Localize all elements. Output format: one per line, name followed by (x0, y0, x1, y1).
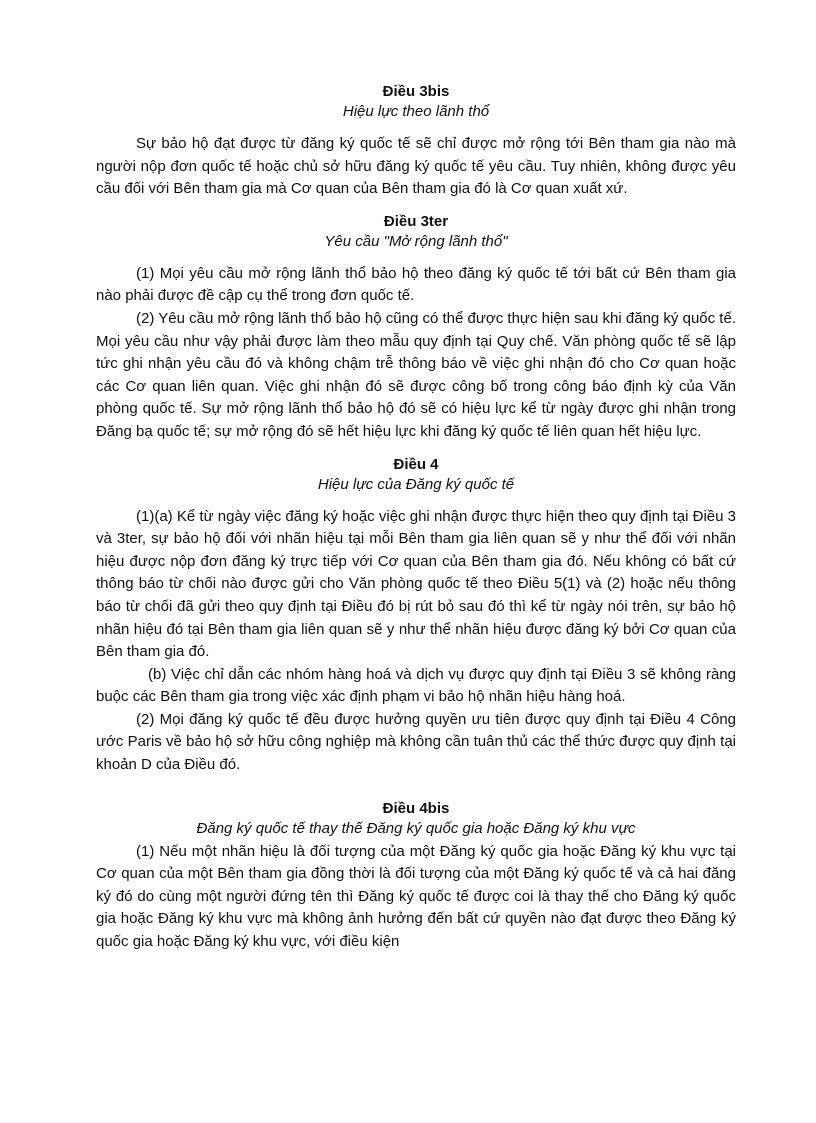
article-title: Điều 3bis (382, 83, 450, 100)
article-paragraph: (1) Nếu một nhãn hiệu là đối tượng của một Đăng ký quốc gia hoặc Đăng ký khu vực tại Cơ quan của một Bên tham gia đồng thời là đối tượng của một Đăng ký quốc tế và cả hai đăng ký đó do cùng một người đứng tên thì Đăng ký quốc tế được coi là thay thế cho Đăng ký quốc gia hoặc Đăng ký khu vực mà không ảnh hưởng đến bất cứ quyền nào đạt được theo Đăng ký quốc gia hoặc Đăng ký khu vực, với điều kiện (96, 842, 736, 951)
article-subtitle: Hiệu lực theo lãnh thổ (342, 103, 490, 120)
article-3ter (96, 212, 736, 444)
article-title: Điều 4bis (382, 799, 450, 817)
article-subtitle: Đăng ký quốc tế thay thế Đăng ký quốc gia hoặc Đăng ký khu vực (196, 819, 636, 837)
article-paragraph: (1)(a) Kể từ ngày việc đăng ký hoặc việc ghi nhận được thực hiện theo quy định tại Điều 3 và 3ter, sự bảo hộ đối với nhãn hiệu tại mỗi Bên tham gia liên quan sẽ y như thể đối với nhãn hiệu được nộp đơn đăng ký trực tiếp với Cơ quan của Bên tham gia đó. Nếu không có bất cứ thông báo từ chối nào được gửi cho Văn phòng quốc tế theo Điều 5(1) và (2) hoặc nếu thông báo từ chối đã gửi theo quy định tại Điều đó bị rút bỏ sau đó thì kể từ ngày nói trên, sự bảo hộ nhãn hiệu đó tại Bên tham gia liên quan sẽ y như thể nhãn hiệu được đăng ký bởi Cơ quan của Bên tham gia đó. (96, 507, 736, 661)
article-subtitle: Yêu cầu "Mở rộng lãnh thổ" (324, 232, 508, 250)
article-paragraph: (2) Mọi đăng ký quốc tế đều được hưởng quyền ưu tiên được quy định tại Điều 4 Công ước Paris về bảo hộ sở hữu công nghiệp mà không cần tuân thủ các thể thức được quy định tại khoản D của Điều đó. (96, 710, 736, 774)
document-page (96, 82, 736, 954)
article-title: Điều 4 (393, 455, 439, 473)
article-3bis (96, 82, 736, 201)
article-paragraph: (b) Việc chỉ dẫn các nhóm hàng hoá và dịch vụ được quy định tại Điều 3 sẽ không ràng buộc các Bên tham gia trong việc xác định phạm vi bảo hộ nhãn hiệu hàng hoá. (96, 665, 736, 706)
article-paragraph: Sự bảo hộ đạt được từ đăng ký quốc tế sẽ chỉ được mở rộng tới Bên tham gia nào mà người nộp đơn quốc tế hoặc chủ sở hữu đăng ký quốc tế yêu cầu. Tuy nhiên, không được yêu cầu đối với Bên tham gia mà Cơ quan của Bên tham gia đó là Cơ quan xuất xứ. (96, 135, 736, 198)
article-subtitle: Hiệu lực của Đăng ký quốc tế (317, 475, 515, 493)
article-4 (96, 455, 736, 777)
article-4bis (96, 799, 736, 954)
article-title: Điều 3ter (383, 212, 449, 230)
article-paragraph: (1) Mọi yêu cầu mở rộng lãnh thổ bảo hộ theo đăng ký quốc tế tới bất cứ Bên tham gia nào phải được đề cập cụ thể trong đơn quốc tế. (96, 264, 736, 305)
article-paragraph: (2) Yêu cầu mở rộng lãnh thổ bảo hộ cũng có thể được thực hiện sau khi đăng ký quốc tế. Mọi yêu cầu như vậy phải được làm theo mẫu quy định tại Quy chế. Văn phòng quốc tế sẽ lập tức ghi nhận yêu cầu đó và không chậm trễ thông báo về việc ghi nhận đó cho Cơ quan hoặc các Cơ quan liên quan. Việc ghi nhận đó sẽ được công bố trong công báo định kỳ của Văn phòng quốc tế. Sự mở rộng lãnh thổ bảo hộ đó sẽ có hiệu lực kể từ ngày được ghi nhận trong Đăng bạ quốc tế; sự mở rộng đó sẽ hết hiệu lực khi đăng ký quốc tế liên quan hết hiệu lực. (96, 309, 736, 440)
